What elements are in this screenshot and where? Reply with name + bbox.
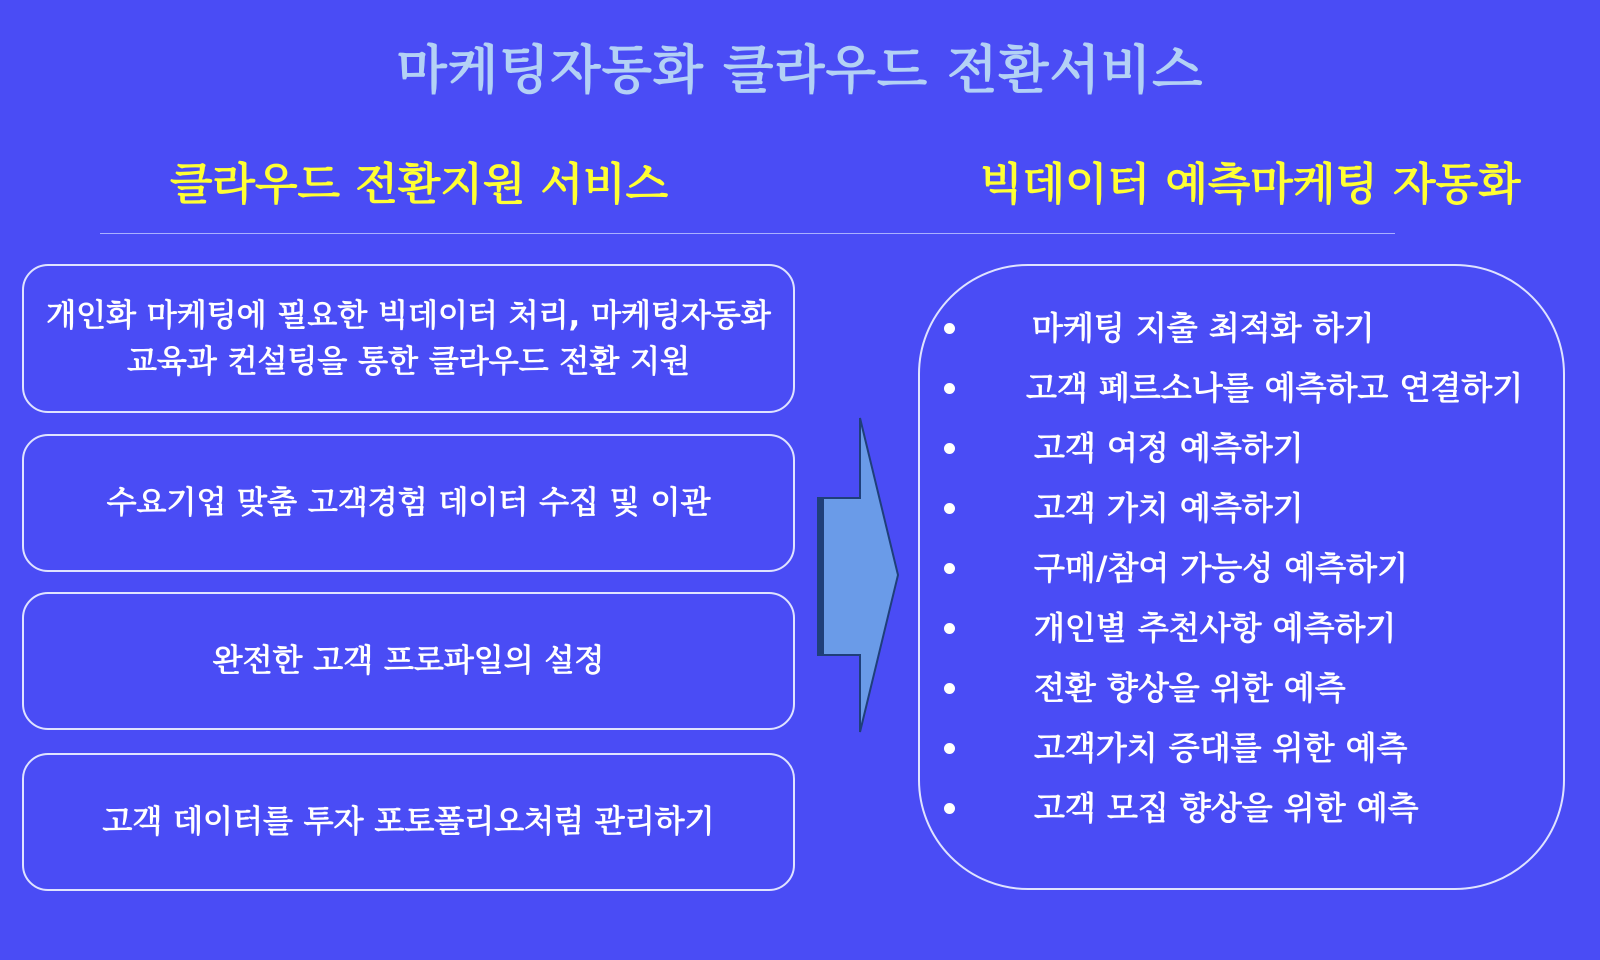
bullet-icon xyxy=(944,803,955,814)
bullet-icon xyxy=(944,443,955,454)
bullet-icon xyxy=(944,623,955,634)
prediction-item-text: 고객 여정 예측하기 xyxy=(1034,429,1304,467)
prediction-item-text: 마케팅 지출 최적화 하기 xyxy=(1032,309,1375,347)
service-box-3 xyxy=(22,592,795,730)
prediction-panel xyxy=(918,264,1565,890)
prediction-item-text: 구매/참여 가능성 예측하기 xyxy=(1034,549,1409,587)
right-arrow-icon xyxy=(810,410,905,740)
bullet-icon xyxy=(944,323,955,334)
prediction-item-text: 고객 가치 예측하기 xyxy=(1034,489,1304,527)
prediction-list-item xyxy=(920,308,1560,348)
service-box-1 xyxy=(22,264,795,413)
right-column-heading: 빅데이터 예측마케팅 자동화 xyxy=(980,159,1521,210)
service-box-text: 개인화 마케팅에 필요한 빅데이터 처리, 마케팅자동화 교육과 컨설팅을 통한 클라우드 전환 지원 xyxy=(46,297,771,380)
prediction-list-item xyxy=(920,428,1560,468)
service-box-4 xyxy=(22,753,795,891)
bullet-icon xyxy=(944,383,955,394)
service-box-text: 완전한 고객 프로파일의 설정 xyxy=(212,643,605,679)
right-arrow-svg xyxy=(810,410,905,740)
prediction-list-item xyxy=(920,668,1560,708)
prediction-item-text: 고객가치 증대를 위한 예측 xyxy=(1034,729,1408,767)
heading-divider xyxy=(100,233,1395,234)
page-title: 마케팅자동화 클라우드 전환서비스 xyxy=(396,41,1204,101)
bullet-icon xyxy=(944,503,955,514)
bullet-icon xyxy=(944,683,955,694)
prediction-list-item xyxy=(920,368,1560,408)
arrow-shape xyxy=(818,418,898,732)
bullet-icon xyxy=(944,563,955,574)
prediction-list-item xyxy=(920,608,1560,648)
prediction-item-text: 고객 페르소나를 예측하고 연결하기 xyxy=(1026,369,1524,407)
prediction-item-text: 전환 향상을 위한 예측 xyxy=(1034,669,1346,707)
prediction-item-text: 고객 모집 향상을 위한 예측 xyxy=(1034,789,1419,827)
service-box-text: 수요기업 맞춤 고객경험 데이터 수집 및 이관 xyxy=(106,485,711,521)
prediction-item-text: 개인별 추천사항 예측하기 xyxy=(1034,609,1397,647)
arrow-tail-stripe xyxy=(818,498,824,655)
prediction-list-item xyxy=(920,488,1560,528)
service-box-text: 고객 데이터를 투자 포토폴리오처럼 관리하기 xyxy=(102,804,715,840)
left-column-heading: 클라우드 전환지원 서비스 xyxy=(170,159,669,210)
prediction-list-item xyxy=(920,548,1560,588)
prediction-list-item xyxy=(920,728,1560,768)
bullet-icon xyxy=(944,743,955,754)
service-box-2 xyxy=(22,434,795,572)
prediction-list-item xyxy=(920,788,1560,828)
